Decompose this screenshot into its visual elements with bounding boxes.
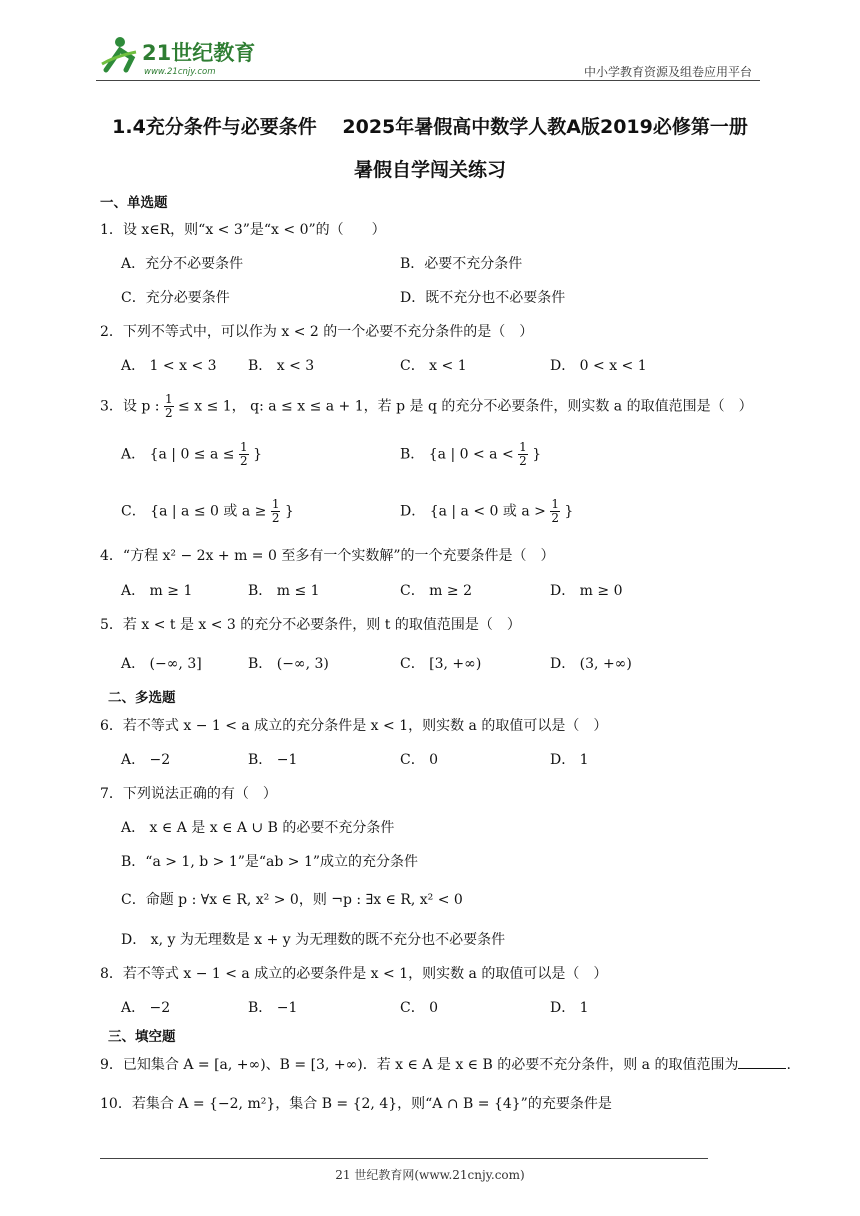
question-1-option-d: D．既不充分也不必要条件 — [400, 290, 566, 306]
question-7-option-d: D． x, y 为无理数是 x + y 为无理数的既不充分也不必要条件 — [121, 932, 506, 948]
svg-text:www.21cnjy.com: www.21cnjy.com — [144, 67, 216, 77]
question-3-stem — [100, 393, 753, 420]
question-10-stem: 10．若集合 A = {−2, m²}，集合 B = {2, 4}，则“A ∩ B = {4}”的充要条件是 — [100, 1096, 612, 1112]
question-2-option-c: C． x < 1 — [400, 358, 467, 374]
option-close-brace: } — [532, 446, 542, 463]
page-title: 1.4充分条件与必要条件 2025年暑假高中数学人教A版2019必修第一册 — [112, 116, 748, 138]
site-logo — [96, 30, 261, 80]
section-heading-single-choice: 一、单选题 — [100, 195, 168, 211]
fraction-denominator: 2 — [164, 406, 173, 420]
fraction-denominator: 2 — [519, 454, 527, 468]
question-7-option-b: B．“a > 1, b > 1”是“ab > 1”成立的充分条件 — [121, 854, 419, 870]
question-4-option-c: C． m ≥ 2 — [400, 583, 472, 599]
platform-name: 中小学教育资源及组卷应用平台 — [583, 65, 752, 79]
question-4-option-d: D． m ≥ 0 — [550, 583, 623, 599]
question-3-option-d — [400, 498, 573, 525]
question-6-option-a: A． −2 — [121, 752, 171, 768]
option-set: {a | a < 0 或 a > — [429, 503, 546, 520]
question-2-option-d: D． 0 < x < 1 — [550, 358, 647, 374]
question-8-option-a: A． −2 — [121, 1000, 171, 1016]
question-8-option-b: B． −1 — [248, 1000, 298, 1016]
question-9-text: 9．已知集合 A = [a, +∞)、B = [3, +∞)．若 x ∈ A 是 x ∈ B 的必要不充分条件，则 a 的取值范围为 — [100, 1057, 739, 1073]
option-letter: A． — [121, 446, 146, 463]
svg-text:21世纪教育: 21世纪教育 — [142, 41, 256, 65]
fraction-numerator: 1 — [551, 497, 559, 511]
fraction-numerator: 1 — [164, 392, 173, 406]
question-9-stem — [100, 1054, 791, 1074]
question-3-stem-suffix: ≤ x ≤ 1， q: a ≤ x ≤ a + 1，若 p 是 q 的充分不必要条件，则实数 a 的取值范围是（ ） — [178, 398, 753, 415]
option-close-brace: } — [253, 446, 262, 463]
question-6-option-c: C． 0 — [400, 752, 439, 768]
fraction-numerator: 1 — [239, 440, 248, 454]
question-4-option-b: B． m ≤ 1 — [248, 583, 320, 599]
fraction-denominator: 2 — [239, 454, 248, 468]
question-2-stem: 2．下列不等式中，可以作为 x < 2 的一个必要不充分条件的是（ ） — [100, 324, 534, 340]
question-6-stem: 6．若不等式 x − 1 < a 成立的充分条件是 x < 1，则实数 a 的取值可以是（ ） — [100, 718, 608, 734]
fraction-one-half — [518, 441, 528, 468]
option-letter: D． — [400, 503, 426, 520]
question-6-option-b: B． −1 — [248, 752, 298, 768]
fraction-one-half — [164, 393, 174, 420]
question-3-option-a — [121, 441, 262, 468]
question-5-stem: 5．若 x < t 是 x < 3 的充分不必要条件，则 t 的取值范围是（ ） — [100, 617, 521, 633]
page-subtitle: 暑假自学闯关练习 — [353, 159, 506, 181]
footer-divider — [100, 1158, 708, 1159]
question-1-stem: 1．设 x∈R，则“x < 3”是“x < 0”的（ ） — [100, 222, 386, 238]
question-5-option-b: B． (−∞, 3) — [248, 656, 329, 672]
question-7-option-a: A． x ∈ A 是 x ∈ A ∪ B 的必要不充分条件 — [121, 820, 395, 836]
fraction-numerator: 1 — [271, 497, 280, 511]
question-4-option-a: A． m ≥ 1 — [121, 583, 193, 599]
question-9-period: . — [786, 1057, 791, 1073]
section-heading-fill-blank: 三、填空题 — [108, 1029, 176, 1045]
question-8-option-d: D． 1 — [550, 1000, 589, 1016]
question-5-option-d: D． (3, +∞) — [550, 656, 632, 672]
footer-text: 21 世纪教育网(www.21cnjy.com) — [335, 1168, 525, 1182]
option-set: {a | 0 < a < — [428, 446, 514, 463]
question-3-option-c — [121, 498, 294, 525]
question-8-option-c: C． 0 — [400, 1000, 439, 1016]
option-set: {a | a ≤ 0 或 a ≥ — [150, 503, 267, 520]
question-2-option-b: B． x < 3 — [248, 358, 315, 374]
answer-blank[interactable] — [738, 1056, 786, 1069]
option-close-brace: } — [564, 503, 574, 520]
option-letter: B． — [400, 446, 425, 463]
question-2-option-a: A． 1 < x < 3 — [121, 358, 217, 374]
fraction-one-half — [271, 498, 281, 525]
question-1-option-b: B．必要不充分条件 — [400, 256, 523, 272]
fraction-denominator: 2 — [271, 511, 280, 525]
question-1-option-c: C．充分必要条件 — [121, 290, 230, 306]
fraction-numerator: 1 — [519, 440, 527, 454]
question-7-option-c: C．命题 p : ∀x ∈ R, x² > 0，则 ¬p : ∃x ∈ R, x² < 0 — [121, 892, 463, 908]
fraction-one-half — [239, 441, 249, 468]
question-5-option-c: C． [3, +∞) — [400, 656, 482, 672]
fraction-one-half — [550, 498, 560, 525]
question-6-option-d: D． 1 — [550, 752, 589, 768]
question-3-stem-prefix: 3．设 p : — [100, 398, 160, 415]
question-5-option-a: A． (−∞, 3] — [121, 656, 202, 672]
option-set: {a | 0 ≤ a ≤ — [149, 446, 235, 463]
question-7-stem: 7．下列说法正确的有（ ） — [100, 786, 277, 802]
question-8-stem: 8．若不等式 x − 1 < a 成立的必要条件是 x < 1，则实数 a 的取值可以是（ ） — [100, 966, 608, 982]
header-divider — [96, 80, 760, 81]
question-4-stem: 4．“方程 x² − 2x + m = 0 至多有一个实数解”的一个充要条件是（ ） — [100, 548, 555, 564]
option-letter: C． — [121, 503, 146, 520]
option-close-brace: } — [284, 503, 294, 520]
section-heading-multiple-choice: 二、多选题 — [108, 690, 176, 706]
fraction-denominator: 2 — [551, 511, 559, 525]
question-3-option-b — [400, 441, 541, 468]
question-1-option-a: A．充分不必要条件 — [121, 256, 244, 272]
